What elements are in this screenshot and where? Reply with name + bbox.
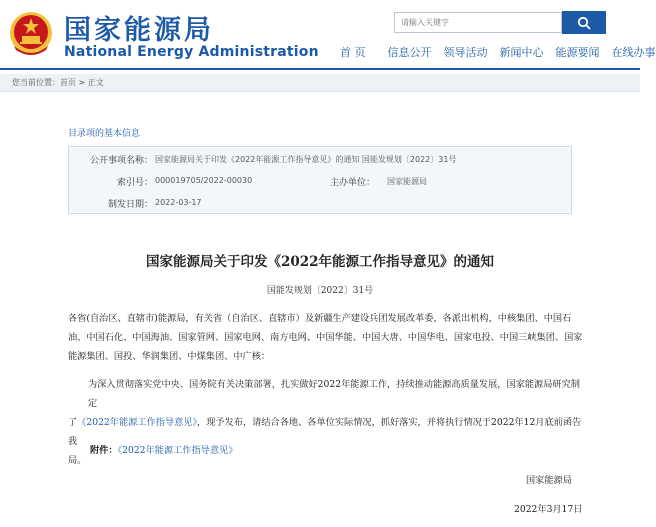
logo-title: 国家能源局 — [64, 15, 214, 46]
body-text: ，现予发布，请结合各地、各单位实际情况，抓好落实，并将执行情况于2022年12月底前函告我 — [68, 417, 582, 447]
site-header — [0, 0, 656, 68]
signer: 国家能源局 — [526, 475, 572, 486]
org-label: 主办单位： — [329, 178, 375, 188]
info-table — [68, 146, 572, 214]
attachment-label: 附件： — [90, 445, 118, 456]
header-divider — [0, 68, 640, 70]
nav-leadership[interactable]: 领导活动 — [443, 46, 488, 59]
date-value: 2022-03-17 — [155, 198, 202, 207]
sign-date: 2022年3月17日 — [514, 504, 583, 515]
items-label: 公开事项名称： — [89, 156, 153, 166]
org-value: 国家能源局 — [387, 177, 427, 186]
document-number: 国能发规划〔2022〕31号 — [266, 286, 374, 296]
attachment-line — [90, 442, 237, 456]
breadcrumb-home-link[interactable]: 首页 — [60, 78, 76, 87]
body-text: 了 — [68, 417, 78, 428]
date-label: 制发日期： — [107, 200, 153, 210]
items-value: 国家能源局关于印发《2022年能源工作指导意见》的通知 国能发规划〔2022〕31号 — [155, 155, 457, 164]
breadcrumb — [0, 74, 640, 92]
nav-news-center[interactable]: 新闻中心 — [499, 46, 544, 59]
info-section-title: 目录项的基本信息 — [68, 129, 141, 139]
body-line: 为深入贯彻落实党中央、国务院有关决策部署，扎实做好2022年能源工作，持续推动能源高质量发展，国家能源局研究制定 — [88, 379, 580, 409]
recipients-line: 油、中国石化、中国海油、国家管网、国家电网、南方电网、中国华能、中国大唐、中国华电、国家电投、中国三峡集团、国家 — [68, 332, 583, 343]
attachment-link[interactable]: 《2022年能源工作指导意见》 — [117, 445, 238, 456]
logo-subtitle: National Energy Administration — [64, 44, 319, 60]
body-line: 局。 — [68, 455, 87, 466]
search-input[interactable] — [394, 12, 562, 33]
breadcrumb-current: 正文 — [87, 78, 104, 87]
breadcrumb-separator: > — [76, 78, 88, 87]
nav-info-disclosure[interactable]: 信息公开 — [387, 46, 432, 59]
recipients-paragraph — [68, 309, 588, 366]
recipients-line: 各省(自治区、直辖市)能源局，有关省（自治区、直辖市）及新疆生产建设兵团发展改革委，各派出机构，中核集团、中国石 — [68, 313, 572, 324]
nav-energy-news[interactable]: 能源要闻 — [555, 46, 600, 59]
breadcrumb-prefix: 您当前位置： — [12, 78, 60, 87]
nav-online-service[interactable]: 在线办事 — [611, 46, 656, 59]
national-emblem-icon — [8, 10, 54, 58]
nav-home[interactable]: 首 页 — [340, 46, 366, 59]
main-nav — [340, 44, 656, 62]
guidance-link[interactable]: 《2022年能源工作指导意见》 — [77, 417, 198, 428]
recipients-line: 能源集团、国投、华润集团、中煤集团、中广核： — [68, 351, 271, 362]
search-button[interactable] — [562, 11, 606, 34]
search-icon — [577, 16, 591, 30]
index-value: 000019705/2022-00030 — [155, 176, 253, 185]
article-title: 国家能源局关于印发《2022年能源工作指导意见》的通知 — [145, 254, 495, 270]
index-label: 索引号： — [116, 178, 153, 188]
